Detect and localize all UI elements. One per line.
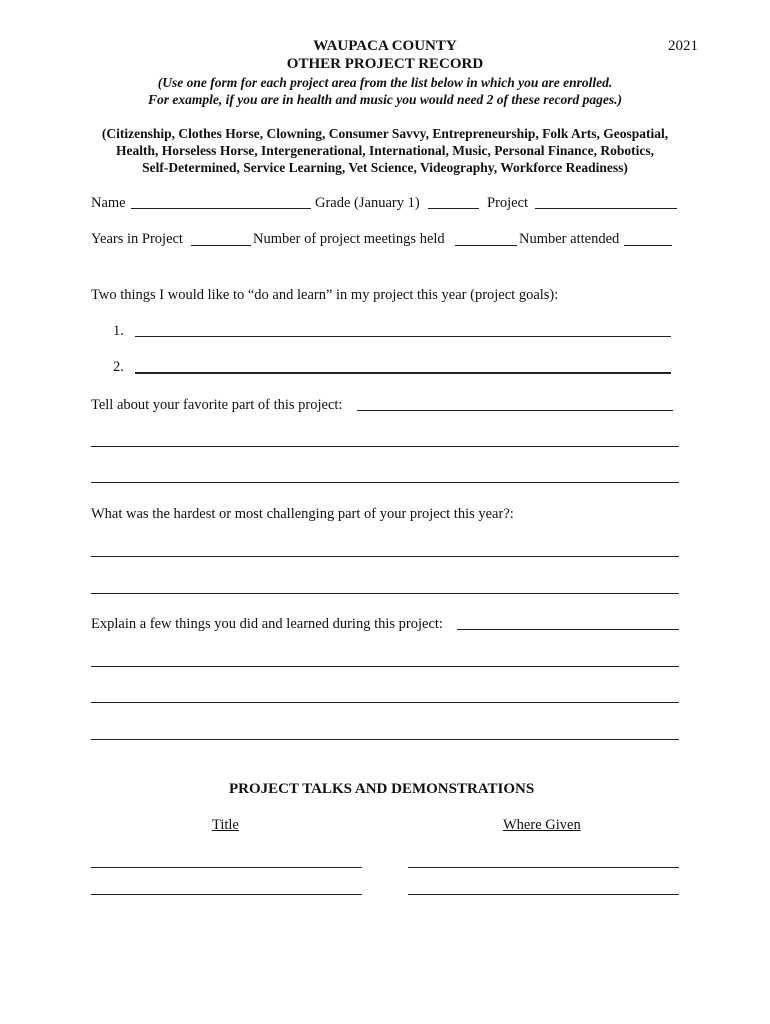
favorite-question: Tell about your favorite part of this project: (91, 397, 343, 413)
learned-field-inline[interactable] (457, 629, 679, 630)
favorite-field-line-2[interactable] (91, 482, 679, 483)
county-heading: WAUPACA COUNTY (313, 38, 457, 54)
years-field[interactable] (191, 245, 251, 246)
goals-question: Two things I would like to “do and learn” in my project this year (project goals): (91, 287, 559, 303)
project-label: Project (487, 195, 529, 211)
talk-title-field-1[interactable] (91, 867, 362, 868)
years-label: Years in Project (91, 231, 183, 247)
meetings-field[interactable] (455, 245, 517, 246)
form-year: 2021 (668, 38, 698, 54)
title-column-header: Title (212, 817, 239, 833)
instructions-line-1: (Use one form for each project area from the list below in which you are enrolled. (157, 75, 613, 90)
project-field[interactable] (535, 208, 677, 209)
talks-heading: PROJECT TALKS AND DEMONSTRATIONS (229, 781, 535, 797)
project-list-line-1: (Citizenship, Clothes Horse, Clowning, Consumer Savvy, Entrepreneurship, Folk Arts, Geospatial, (101, 126, 669, 141)
favorite-field-line-1[interactable] (91, 446, 679, 447)
name-label: Name (91, 195, 126, 211)
learned-question: Explain a few things you did and learned during this project: (91, 616, 443, 632)
goal-2-field[interactable] (135, 372, 671, 374)
goal-2-number: 2. (113, 359, 124, 375)
talk-where-field-1[interactable] (408, 867, 679, 868)
hardest-question: What was the hardest or most challenging part of your project this year?: (91, 506, 514, 522)
project-list-line-3: Self-Determined, Service Learning, Vet Science, Videography, Workforce Readiness) (142, 160, 628, 175)
attended-label: Number attended (519, 231, 620, 247)
goal-1-field[interactable] (135, 336, 671, 337)
meetings-label: Number of project meetings held (253, 231, 445, 247)
goal-1-number: 1. (113, 323, 124, 339)
name-field[interactable] (131, 208, 311, 209)
page-title: OTHER PROJECT RECORD (286, 56, 484, 72)
where-given-column-header: Where Given (503, 817, 581, 833)
talk-where-field-2[interactable] (408, 894, 679, 895)
instructions-line-2: For example, if you are in health and music you would need 2 of these record pages.) (148, 92, 622, 107)
hardest-field-line-2[interactable] (91, 593, 679, 594)
talk-title-field-2[interactable] (91, 894, 362, 895)
hardest-field-line-1[interactable] (91, 556, 679, 557)
learned-field-line-3[interactable] (91, 739, 679, 740)
grade-label: Grade (January 1) (315, 195, 420, 211)
attended-field[interactable] (624, 245, 672, 246)
grade-field[interactable] (428, 208, 479, 209)
learned-field-line-2[interactable] (91, 702, 679, 703)
favorite-field-inline[interactable] (357, 410, 673, 411)
learned-field-line-1[interactable] (91, 666, 679, 667)
project-list-line-2: Health, Horseless Horse, Intergenerational, International, Music, Personal Finance, Robotics, (115, 143, 655, 158)
